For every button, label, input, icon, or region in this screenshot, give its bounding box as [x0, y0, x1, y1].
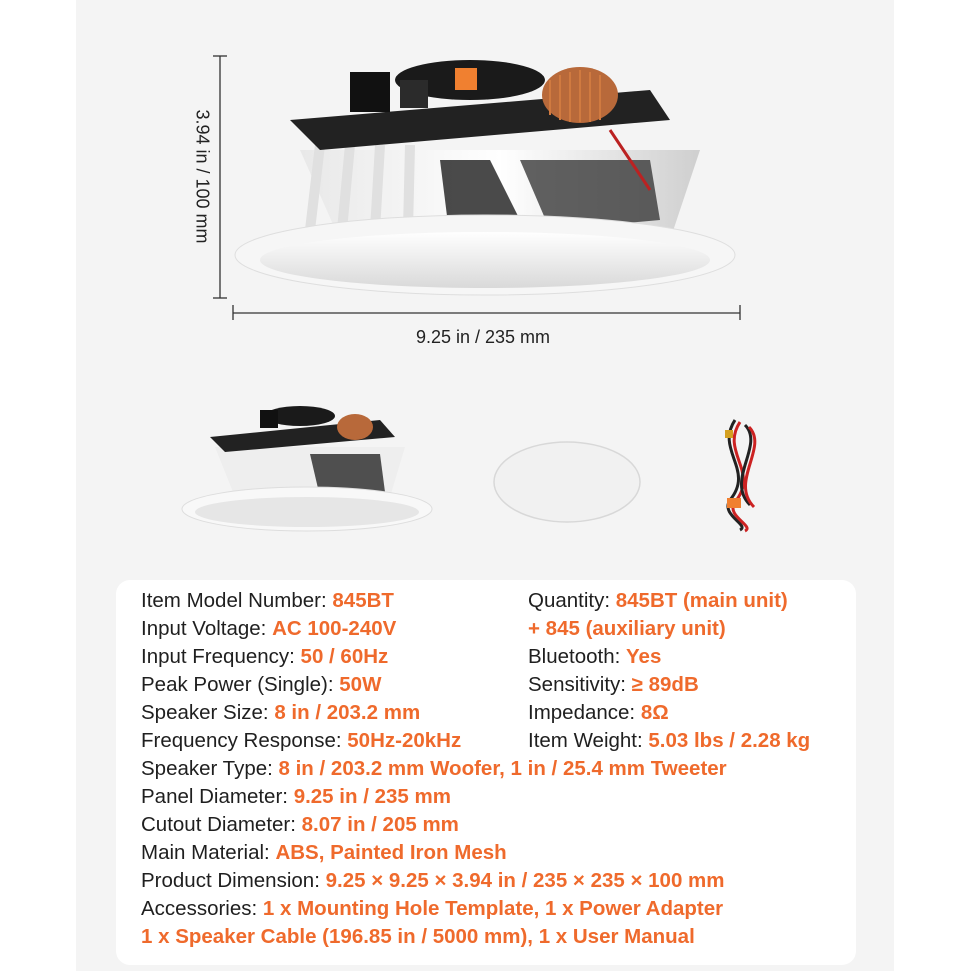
spec-impedance: Impedance: 8Ω [528, 701, 669, 724]
spec-accessories: Accessories: 1 x Mounting Hole Template, 1 x Power Adapter [141, 897, 724, 920]
spec-accessories-continued: 1 x Speaker Cable (196.85 in / 5000 mm), 1 x User Manual [141, 925, 695, 948]
width-dimension-label: 9.25 in / 235 mm [415, 327, 551, 347]
spec-power: Peak Power (Single): 50W [141, 673, 382, 696]
spec-dimension: Product Dimension: 9.25 × 9.25 × 3.94 in / 235 × 235 × 100 mm [141, 869, 725, 892]
mounting-template-image [492, 440, 642, 525]
spec-voltage: Input Voltage: AC 100-240V [141, 617, 397, 640]
spec-model: Item Model Number: 845BT [141, 589, 394, 612]
spec-quantity-continued: + 845 (auxiliary unit) [528, 617, 726, 640]
main-speaker-image [230, 50, 750, 300]
spec-quantity: Quantity: 845BT (main unit) [528, 589, 788, 612]
spec-speaker-type: Speaker Type: 8 in / 203.2 mm Woofer, 1 in / 25.4 mm Tweeter [141, 757, 727, 780]
speaker-cable-image [705, 410, 780, 535]
spec-weight: Item Weight: 5.03 lbs / 2.28 kg [528, 729, 811, 752]
spec-frequency-response: Frequency Response: 50Hz-20kHz [141, 729, 462, 752]
spec-bluetooth: Bluetooth: Yes [528, 645, 662, 668]
spec-speaker-size: Speaker Size: 8 in / 203.2 mm [141, 701, 421, 724]
spec-panel-diameter: Panel Diameter: 9.25 in / 235 mm [141, 785, 451, 808]
spec-material: Main Material: ABS, Painted Iron Mesh [141, 841, 507, 864]
spec-frequency: Input Frequency: 50 / 60Hz [141, 645, 389, 668]
small-speaker-image [180, 402, 435, 537]
spec-sensitivity: Sensitivity: ≥ 89dB [528, 673, 699, 696]
spec-cutout-diameter: Cutout Diameter: 8.07 in / 205 mm [141, 813, 459, 836]
